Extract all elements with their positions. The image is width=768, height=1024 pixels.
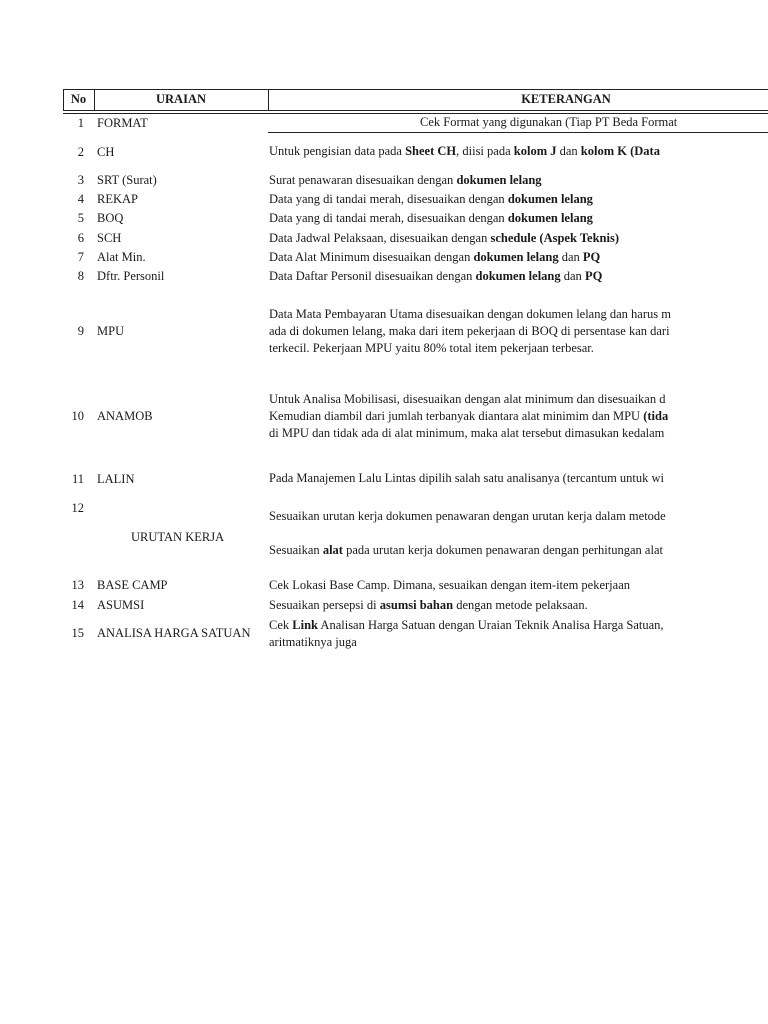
keterangan-line [269, 634, 664, 651]
row-keterangan [269, 143, 660, 160]
row-uraian: REKAP [97, 192, 138, 206]
text-segment: Sesuaikan persepsi di [269, 598, 380, 612]
row-keterangan [269, 210, 593, 227]
text-segment: di MPU dan tidak ada di alat minimum, maka alat tersebut dimasukan kedalam [269, 426, 665, 440]
bold-text: asumsi bahan [379, 598, 454, 612]
text-segment: Data Daftar Personil disesuaikan dengan [269, 269, 476, 283]
text-segment: Data yang di tandai merah, disesuaikan dengan [269, 211, 508, 225]
row-keterangan [269, 230, 619, 247]
keterangan-line [269, 323, 671, 340]
bold-text: (tida [643, 409, 669, 423]
bold-text: Link [292, 618, 318, 632]
bold-text: alat [322, 543, 343, 557]
bold-text: Sheet CH [405, 144, 457, 158]
keterangan-line [269, 499, 666, 533]
text-segment: Sesuaikan urutan kerja dokumen penawaran dengan urutan kerja dalam metode [269, 509, 666, 523]
text-segment: dan [556, 144, 581, 158]
row-no: 1 [77, 116, 84, 130]
row-keterangan [269, 191, 593, 208]
bold-text: dokumen lelang [473, 250, 559, 264]
row-keterangan [420, 114, 677, 131]
keterangan-line [269, 191, 593, 208]
row-no: 8 [77, 269, 84, 283]
text-segment: , diisi pada [456, 144, 514, 158]
text-segment: Surat penawaran disesuaikan dengan [269, 173, 457, 187]
keterangan-line [269, 306, 671, 323]
text-segment: dengan metode pelaksaan. [453, 598, 588, 612]
text-segment: Sesuaikan [269, 543, 323, 557]
row-no: 2 [77, 145, 84, 159]
row-uraian: ASUMSI [97, 598, 145, 612]
text-segment: Cek [269, 618, 293, 632]
bold-text: kolom J [513, 144, 557, 158]
row-no: 5 [77, 211, 84, 225]
bold-text: dokumen lelang [507, 211, 593, 225]
row-keterangan [269, 172, 542, 189]
row-uraian: ANALISA HARGA SATUAN [97, 626, 251, 640]
row-keterangan [269, 391, 668, 442]
text-segment: Kemudian diambil dari jumlah terbanyak diantara alat minimim dan MPU [269, 409, 644, 423]
keterangan-line [269, 391, 668, 408]
bold-text: schedule (Aspek Teknis) [490, 231, 619, 245]
row-no: 6 [77, 231, 84, 245]
row-uraian: SRT (Surat) [97, 173, 157, 187]
header-uraian: URAIAN [156, 92, 206, 106]
text-segment: Cek Format yang digunakan (Tiap PT Beda Format [420, 115, 678, 129]
row-no: 10 [71, 409, 84, 423]
keterangan-line [269, 408, 668, 425]
keterangan-line [269, 230, 619, 247]
row-keterangan [269, 617, 664, 651]
keterangan-line [269, 577, 630, 594]
bold-text: dokumen lelang [507, 192, 593, 206]
row-no: 15 [71, 626, 84, 640]
row-keterangan [269, 268, 602, 285]
text-segment: Data Mata Pembayaran Utama disesuaikan dengan dokumen lelang dan harus m [269, 307, 671, 321]
keterangan-line [269, 172, 542, 189]
row-keterangan [269, 499, 666, 567]
row-keterangan [269, 577, 630, 594]
keterangan-line [269, 249, 600, 266]
row-keterangan [269, 597, 588, 614]
text-segment: Untuk pengisian data pada [269, 144, 406, 158]
row-uraian: URUTAN KERJA [131, 530, 225, 544]
text-segment: Data Alat Minimum disesuaikan dengan [269, 250, 474, 264]
keterangan-line [269, 268, 602, 285]
header-keterangan: KETERANGAN [521, 92, 611, 106]
bold-text: PQ [582, 250, 601, 264]
row-no: 3 [77, 173, 84, 187]
bold-text: kolom K (Data [580, 144, 660, 158]
row-uraian: SCH [97, 231, 122, 245]
header-no: No [70, 92, 87, 106]
keterangan-line [420, 114, 677, 131]
text-segment: Cek Lokasi Base Camp. Dimana, sesuaikan dengan item-item pekerjaan [269, 578, 630, 592]
keterangan-line [269, 210, 593, 227]
keterangan-line [269, 617, 664, 634]
text-segment: Untuk Analisa Mobilisasi, disesuaikan dengan alat minimum dan disesuaikan d [269, 392, 666, 406]
keterangan-line [269, 425, 668, 442]
format-row-underline [268, 132, 768, 133]
row-uraian: MPU [97, 324, 125, 338]
row-keterangan [269, 306, 671, 357]
row-no: 9 [77, 324, 84, 338]
text-segment: ada di dokumen lelang, maka dari item pekerjaan di BOQ di persentase kan dari [269, 324, 670, 338]
text-segment: dan [560, 269, 585, 283]
row-uraian: CH [97, 145, 115, 159]
keterangan-line [269, 470, 664, 487]
text-segment: dan [558, 250, 583, 264]
bold-text: dokumen lelang [475, 269, 561, 283]
text-segment: Analisan Harga Satuan dengan Uraian Teknik Analisa Harga Satuan, [317, 618, 664, 632]
row-keterangan [269, 470, 664, 487]
row-uraian: BOQ [97, 211, 124, 225]
text-segment: Pada Manajemen Lalu Lintas dipilih salah satu analisanya (tercantum untuk wi [269, 471, 665, 485]
row-no: 13 [71, 578, 84, 592]
row-uraian: Alat Min. [97, 250, 146, 264]
row-uraian: Dftr. Personil [97, 269, 165, 283]
text-segment: Data yang di tandai merah, disesuaikan dengan [269, 192, 508, 206]
text-segment: Data Jadwal Pelaksaan, disesuaikan dengan [269, 231, 491, 245]
row-no: 11 [71, 472, 84, 486]
header-bottom-border [63, 110, 768, 111]
bold-text: PQ [584, 269, 603, 283]
keterangan-line [269, 597, 588, 614]
text-segment: pada urutan kerja dokumen penawaran dengan perhitungan alat [342, 543, 663, 557]
row-no: 12 [71, 501, 84, 515]
row-no: 7 [77, 250, 84, 264]
row-uraian: LALIN [97, 472, 135, 486]
keterangan-line [269, 533, 666, 567]
row-keterangan [269, 249, 600, 266]
row-uraian: BASE CAMP [97, 578, 168, 592]
bold-text: dokumen lelang [456, 173, 542, 187]
row-uraian: ANAMOB [97, 409, 153, 423]
keterangan-line [269, 143, 660, 160]
text-segment: aritmatiknya juga [269, 635, 357, 649]
text-segment: terkecil. Pekerjaan MPU yaitu 80% total item pekerjaan terbesar. [269, 341, 594, 355]
row-no: 4 [77, 192, 84, 206]
row-uraian: FORMAT [97, 116, 148, 130]
keterangan-line [269, 340, 671, 357]
row-no: 14 [71, 598, 84, 612]
